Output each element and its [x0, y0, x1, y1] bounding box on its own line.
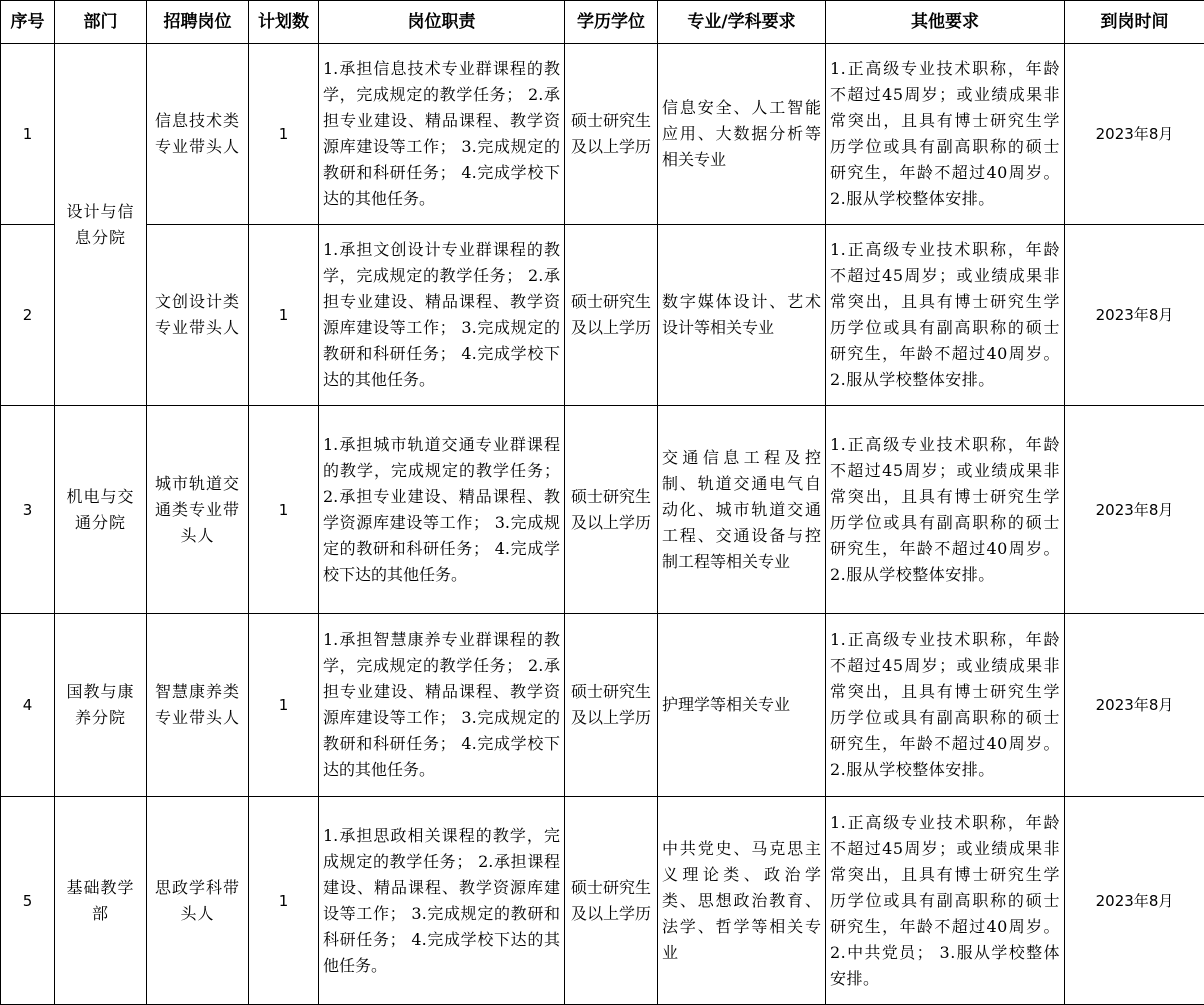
other-cell: 1.正高级专业技术职称，年龄不超过45周岁；或业绩成果非常突出，且具有博士研究生学历学位或具有副高职称的硕士研究生，年龄不超过40周岁。 2.服从学校整体安排。	[826, 614, 1065, 797]
plan-cell: 1	[249, 614, 319, 797]
other-cell: 1.正高级专业技术职称，年龄不超过45周岁；或业绩成果非常突出，且具有博士研究生学历学位或具有副高职称的硕士研究生，年龄不超过40周岁。 2.中共党员； 3.服从学校整体安排。	[826, 797, 1065, 1005]
header-degree: 学历学位	[565, 1, 658, 44]
seq-cell: 4	[1, 614, 55, 797]
dept-cell: 国教与康养分院	[55, 614, 147, 797]
header-dept: 部门	[55, 1, 147, 44]
header-seq: 序号	[1, 1, 55, 44]
header-position: 招聘岗位	[147, 1, 249, 44]
header-other: 其他要求	[826, 1, 1065, 44]
dept-cell: 基础教学部	[55, 797, 147, 1005]
degree-cell: 硕士研究生及以上学历	[565, 225, 658, 406]
seq-cell: 2	[1, 225, 55, 406]
arrival-cell: 2023年8月	[1065, 225, 1204, 406]
header-duty: 岗位职责	[319, 1, 565, 44]
degree-cell: 硕士研究生及以上学历	[565, 614, 658, 797]
duty-cell: 1.承担信息技术专业群课程的教学，完成规定的教学任务； 2.承担专业建设、精品课程、教学资源库建设等工作； 3.完成规定的教研和科研任务； 4.完成学校下达的其他任务。	[319, 44, 565, 225]
header-plan: 计划数	[249, 1, 319, 44]
seq-cell: 5	[1, 797, 55, 1005]
arrival-cell: 2023年8月	[1065, 614, 1204, 797]
table-row	[1, 797, 1204, 1005]
degree-cell: 硕士研究生及以上学历	[565, 44, 658, 225]
dept-cell: 机电与交通分院	[55, 406, 147, 614]
plan-cell: 1	[249, 406, 319, 614]
table-row	[1, 44, 1204, 225]
header-arrival: 到岗时间	[1065, 1, 1204, 44]
seq-cell: 1	[1, 44, 55, 225]
table-row	[1, 225, 1204, 406]
duty-cell: 1.承担文创设计专业群课程的教学，完成规定的教学任务； 2.承担专业建设、精品课程、教学资源库建设等工作； 3.完成规定的教研和科研任务； 4.完成学校下达的其他任务。	[319, 225, 565, 406]
table-row	[1, 614, 1204, 797]
other-cell: 1.正高级专业技术职称，年龄不超过45周岁；或业绩成果非常突出，且具有博士研究生学历学位或具有副高职称的硕士研究生，年龄不超过40周岁。 2.服从学校整体安排。	[826, 44, 1065, 225]
duty-cell: 1.承担城市轨道交通专业群课程的教学，完成规定的教学任务； 2.承担专业建设、精品课程、教学资源库建设等工作； 3.完成规定的教研和科研任务； 4.完成学校下达的其他任务。	[319, 406, 565, 614]
major-cell: 护理学等相关专业	[658, 614, 826, 797]
header-row	[1, 1, 1204, 44]
position-cell: 文创设计类专业带头人	[147, 225, 249, 406]
duty-cell: 1.承担思政相关课程的教学，完成规定的教学任务； 2.承担课程建设、精品课程、教学资源库建设等工作； 3.完成规定的教研和科研任务； 4.完成学校下达的其他任务。	[319, 797, 565, 1005]
plan-cell: 1	[249, 44, 319, 225]
header-major: 专业/学科要求	[658, 1, 826, 44]
plan-cell: 1	[249, 797, 319, 1005]
degree-cell: 硕士研究生及以上学历	[565, 406, 658, 614]
dept-cell: 设计与信息分院	[55, 44, 147, 406]
position-cell: 城市轨道交通类专业带头人	[147, 406, 249, 614]
degree-cell: 硕士研究生及以上学历	[565, 797, 658, 1005]
position-cell: 智慧康养类专业带头人	[147, 614, 249, 797]
plan-cell: 1	[249, 225, 319, 406]
major-cell: 中共党史、马克思主义理论类、政治学类、思想政治教育、法学、哲学等相关专业	[658, 797, 826, 1005]
table-row	[1, 406, 1204, 614]
arrival-cell: 2023年8月	[1065, 44, 1204, 225]
major-cell: 信息安全、人工智能应用、大数据分析等相关专业	[658, 44, 826, 225]
position-cell: 思政学科带头人	[147, 797, 249, 1005]
duty-cell: 1.承担智慧康养专业群课程的教学，完成规定的教学任务； 2.承担专业建设、精品课程、教学资源库建设等工作； 3.完成规定的教研和科研任务； 4.完成学校下达的其他任务。	[319, 614, 565, 797]
other-cell: 1.正高级专业技术职称，年龄不超过45周岁；或业绩成果非常突出，且具有博士研究生学历学位或具有副高职称的硕士研究生，年龄不超过40周岁。 2.服从学校整体安排。	[826, 406, 1065, 614]
other-cell: 1.正高级专业技术职称，年龄不超过45周岁；或业绩成果非常突出，且具有博士研究生学历学位或具有副高职称的硕士研究生，年龄不超过40周岁。 2.服从学校整体安排。	[826, 225, 1065, 406]
major-cell: 数字媒体设计、艺术设计等相关专业	[658, 225, 826, 406]
major-cell: 交通信息工程及控制、轨道交通电气自动化、城市轨道交通工程、交通设备与控制工程等相关专业	[658, 406, 826, 614]
position-cell: 信息技术类专业带头人	[147, 44, 249, 225]
arrival-cell: 2023年8月	[1065, 797, 1204, 1005]
seq-cell: 3	[1, 406, 55, 614]
arrival-cell: 2023年8月	[1065, 406, 1204, 614]
